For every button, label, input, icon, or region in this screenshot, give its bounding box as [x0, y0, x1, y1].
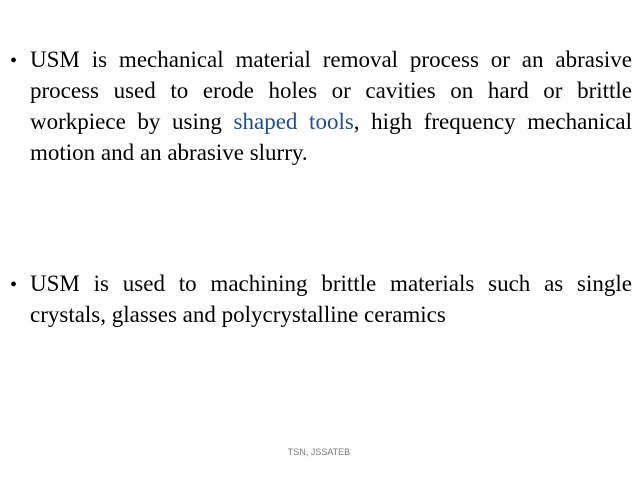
bullet-text-2: USM is used to machining brittle materials such as single crystals, glasses and polycrystalline ceramics [30, 271, 632, 327]
bullet-item-1 [10, 44, 632, 168]
bullet-item-2 [10, 268, 632, 330]
bullet-text-1-start: USM is mechanical material removal process or an abrasive process used to erode holes or cavities on hard or brittle workpiece by using [30, 47, 632, 134]
bullet-text-1 [30, 44, 632, 168]
bullet-marker: • [10, 50, 18, 72]
highlighted-term: shaped tools [233, 109, 354, 134]
bullet-text-1-end: , high frequency mechanical motion and an abrasive slurry. [30, 109, 633, 165]
bullet-marker: • [10, 274, 18, 296]
slide-footer: TSN, JSSATEB [287, 447, 351, 457]
